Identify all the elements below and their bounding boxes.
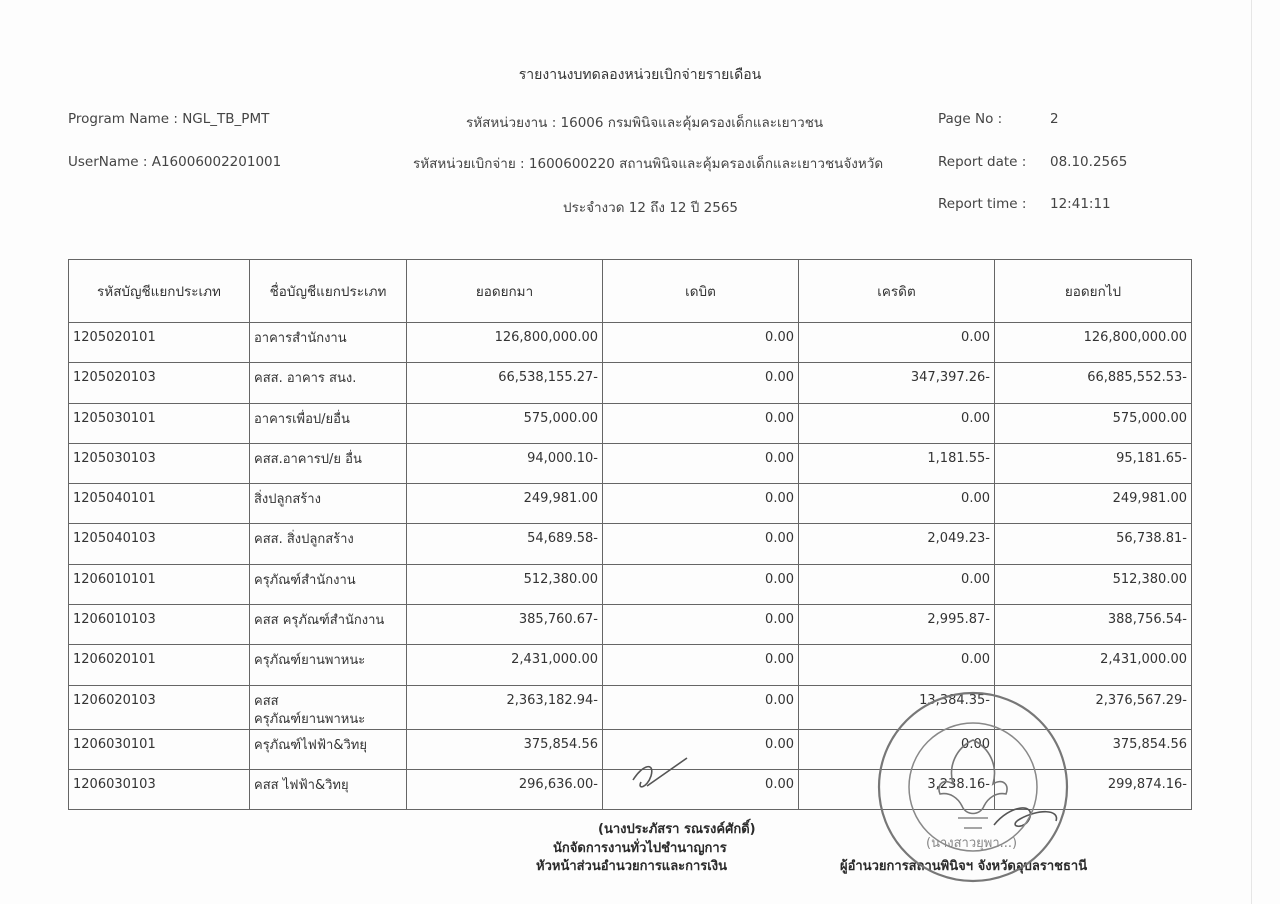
signature-mark-left bbox=[625, 752, 695, 802]
col-closing-balance: ยอดยกไป bbox=[995, 260, 1192, 323]
table-row bbox=[69, 323, 1192, 363]
cell-debit: 0.00 bbox=[603, 605, 799, 645]
cell-account-name: คสส ครุภัณฑ์สำนักงาน bbox=[250, 605, 407, 645]
cell-account-code: 1205030101 bbox=[69, 403, 250, 443]
cell-debit: 0.00 bbox=[603, 323, 799, 363]
cell-closing-balance: 66,885,552.53- bbox=[995, 363, 1192, 403]
cell-account-code: 1206010103 bbox=[69, 605, 250, 645]
table-row bbox=[69, 524, 1192, 564]
cell-opening-balance: 296,636.00- bbox=[407, 769, 603, 809]
cell-opening-balance: 2,363,182.94- bbox=[407, 685, 603, 729]
cell-account-name: คสส. อาคาร สนง. bbox=[250, 363, 407, 403]
cell-credit: 0.00 bbox=[799, 564, 995, 604]
cell-credit: 2,049.23- bbox=[799, 524, 995, 564]
report-time-value: 12:41:11 bbox=[1050, 196, 1111, 212]
cell-account-code: 1206030101 bbox=[69, 729, 250, 769]
table-row bbox=[69, 564, 1192, 604]
cell-account-code: 1205040103 bbox=[69, 524, 250, 564]
cell-opening-balance: 375,854.56 bbox=[407, 729, 603, 769]
cell-debit: 0.00 bbox=[603, 645, 799, 685]
cell-credit: 347,397.26- bbox=[799, 363, 995, 403]
cell-account-code: 1205040101 bbox=[69, 484, 250, 524]
cell-account-name: อาคารเพื่อป/ยอื่น bbox=[250, 403, 407, 443]
cell-debit: 0.00 bbox=[603, 564, 799, 604]
cell-account-name: คสส.อาคารป/ย อื่น bbox=[250, 443, 407, 483]
cell-account-name: สิ่งปลูกสร้าง bbox=[250, 484, 407, 524]
cell-credit: 3,238.16- bbox=[799, 769, 995, 809]
signer-left-name: (นางประภัสรา รณรงค์ศักดิ์) bbox=[598, 822, 756, 837]
cell-account-name: คสส. สิ่งปลูกสร้าง bbox=[250, 524, 407, 564]
report-date-value: 08.10.2565 bbox=[1050, 154, 1128, 170]
cell-credit: 0.00 bbox=[799, 403, 995, 443]
cell-account-name: คสส ครุภัณฑ์ยานพาหนะ bbox=[250, 685, 407, 729]
cell-opening-balance: 512,380.00 bbox=[407, 564, 603, 604]
cell-closing-balance: 56,738.81- bbox=[995, 524, 1192, 564]
cell-account-name: ครุภัณฑ์สำนักงาน bbox=[250, 564, 407, 604]
user-name: UserName : A16006002201001 bbox=[68, 154, 282, 170]
cell-closing-balance: 2,376,567.29- bbox=[995, 685, 1192, 729]
report-time-label: Report time : bbox=[938, 196, 1027, 212]
cell-closing-balance: 249,981.00 bbox=[995, 484, 1192, 524]
cell-opening-balance: 249,981.00 bbox=[407, 484, 603, 524]
official-seal-stamp bbox=[874, 688, 1072, 886]
cell-closing-balance: 2,431,000.00 bbox=[995, 645, 1192, 685]
cell-closing-balance: 375,854.56 bbox=[995, 729, 1192, 769]
col-opening-balance: ยอดยกมา bbox=[407, 260, 603, 323]
cell-account-code: 1205030103 bbox=[69, 443, 250, 483]
cell-opening-balance: 126,800,000.00 bbox=[407, 323, 603, 363]
cell-credit: 13,384.35- bbox=[799, 685, 995, 729]
signer-right-role: ผู้อำนวยการสถานพินิจฯ จังหวัดอุบลราชธานี bbox=[840, 859, 1088, 874]
program-name: Program Name : NGL_TB_PMT bbox=[68, 111, 270, 127]
table-row bbox=[69, 443, 1192, 483]
agency-line: รหัสหน่วยงาน : 16006 กรมพินิจและคุ้มครองเด็กและเยาวชน bbox=[466, 115, 824, 131]
cell-account-name: ครุภัณฑ์ยานพาหนะ bbox=[250, 645, 407, 685]
report-title: รายงานงบทดลองหน่วยเบิกจ่ายรายเดือน bbox=[518, 67, 762, 83]
cell-debit: 0.00 bbox=[603, 443, 799, 483]
table-header-row bbox=[69, 260, 1192, 323]
signer-left-position: นักจัดการงานทั่วไปชำนาญการ bbox=[553, 841, 727, 856]
table-row bbox=[69, 403, 1192, 443]
page-no-value: 2 bbox=[1050, 111, 1059, 127]
cell-closing-balance: 575,000.00 bbox=[995, 403, 1192, 443]
cell-credit: 0.00 bbox=[799, 645, 995, 685]
cell-opening-balance: 575,000.00 bbox=[407, 403, 603, 443]
table-row bbox=[69, 645, 1192, 685]
cell-account-name: คสส ไฟฟ้า&วิทยุ bbox=[250, 769, 407, 809]
cell-opening-balance: 94,000.10- bbox=[407, 443, 603, 483]
cell-credit: 2,995.87- bbox=[799, 605, 995, 645]
cell-debit: 0.00 bbox=[603, 769, 799, 809]
cell-account-name: อาคารสำนักงาน bbox=[250, 323, 407, 363]
cell-closing-balance: 95,181.65- bbox=[995, 443, 1192, 483]
table-row bbox=[69, 605, 1192, 645]
cell-account-code: 1206020101 bbox=[69, 645, 250, 685]
cell-debit: 0.00 bbox=[603, 403, 799, 443]
cell-account-code: 1206010101 bbox=[69, 564, 250, 604]
cell-debit: 0.00 bbox=[603, 484, 799, 524]
cell-debit: 0.00 bbox=[603, 524, 799, 564]
cell-closing-balance: 512,380.00 bbox=[995, 564, 1192, 604]
col-account-name: ชื่อบัญชีแยกประเภท bbox=[250, 260, 407, 323]
cell-account-code: 1205020101 bbox=[69, 323, 250, 363]
col-credit: เครดิต bbox=[799, 260, 995, 323]
signer-right-name: (นางสาวยุพา...) bbox=[926, 836, 1018, 851]
cell-credit: 0.00 bbox=[799, 484, 995, 524]
cell-closing-balance: 299,874.16- bbox=[995, 769, 1192, 809]
cell-credit: 0.00 bbox=[799, 323, 995, 363]
col-account-code: รหัสบัญชีแยกประเภท bbox=[69, 260, 250, 323]
disbursing-unit-line: รหัสหน่วยเบิกจ่าย : 1600600220 สถานพินิจและคุ้มครองเด็กและเยาวชนจังหวัด bbox=[413, 156, 884, 172]
cell-opening-balance: 54,689.58- bbox=[407, 524, 603, 564]
report-date-label: Report date : bbox=[938, 154, 1027, 170]
signer-left-role: หัวหน้าส่วนอำนวยการและการเงิน bbox=[536, 859, 727, 874]
cell-debit: 0.00 bbox=[603, 729, 799, 769]
cell-credit: 0.00 bbox=[799, 729, 995, 769]
cell-debit: 0.00 bbox=[603, 685, 799, 729]
cell-account-code: 1205020103 bbox=[69, 363, 250, 403]
cell-opening-balance: 66,538,155.27- bbox=[407, 363, 603, 403]
period-line: ประจำงวด 12 ถึง 12 ปี 2565 bbox=[563, 200, 739, 216]
cell-closing-balance: 126,800,000.00 bbox=[995, 323, 1192, 363]
cell-account-code: 1206020103 bbox=[69, 685, 250, 729]
scan-edge bbox=[1251, 0, 1252, 904]
cell-credit: 1,181.55- bbox=[799, 443, 995, 483]
cell-closing-balance: 388,756.54- bbox=[995, 605, 1192, 645]
cell-account-code: 1206030103 bbox=[69, 769, 250, 809]
cell-opening-balance: 385,760.67- bbox=[407, 605, 603, 645]
cell-debit: 0.00 bbox=[603, 363, 799, 403]
table-row bbox=[69, 484, 1192, 524]
cell-account-name: ครุภัณฑ์ไฟฟ้า&วิทยุ bbox=[250, 729, 407, 769]
cell-opening-balance: 2,431,000.00 bbox=[407, 645, 603, 685]
table-row bbox=[69, 363, 1192, 403]
page-no-label: Page No : bbox=[938, 111, 1003, 127]
col-debit: เดบิต bbox=[603, 260, 799, 323]
